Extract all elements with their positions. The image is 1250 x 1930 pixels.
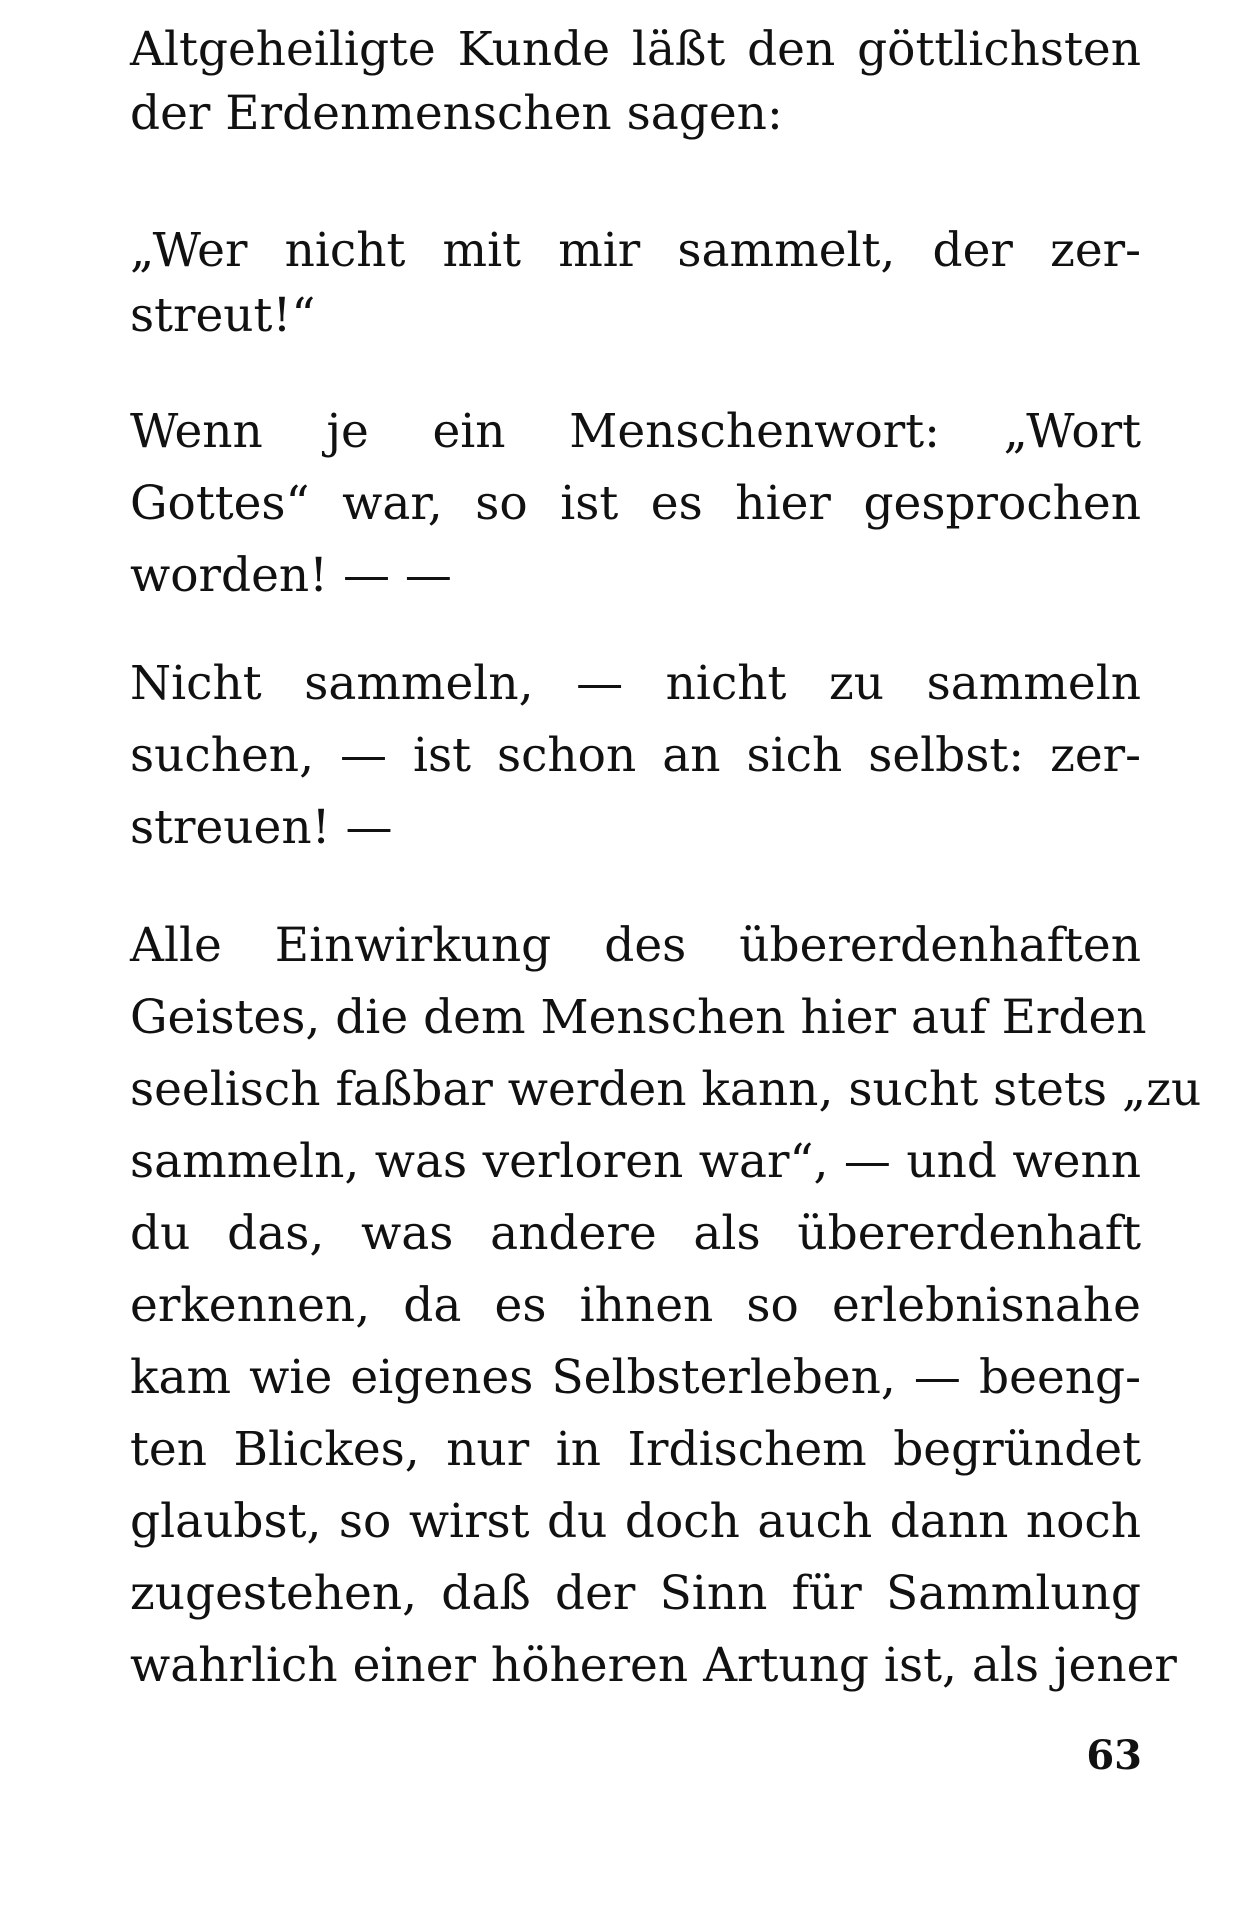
- text-line: Alle Einwirkung des übererdenhaften: [130, 918, 1141, 973]
- text-line: sammeln, was verloren war“, — und wenn: [130, 1134, 1141, 1189]
- text-line: Nicht sammeln, — nicht zu sammeln: [130, 656, 1141, 711]
- text-line: Geistes, die dem Menschen hier auf Erden: [130, 990, 1147, 1045]
- text-line: Altgeheiligte Kunde läßt den göttlichsten: [130, 22, 1141, 77]
- text-line: glaubst, so wirst du doch auch dann noch: [130, 1494, 1141, 1549]
- text-line: erkennen, da es ihnen so erlebnisnahe: [130, 1278, 1141, 1333]
- text-line: streut!“: [130, 288, 316, 343]
- text-line: Gottes“ war, so ist es hier gesprochen: [130, 476, 1141, 531]
- text-line: du das, was andere als übererdenhaft: [130, 1206, 1141, 1261]
- page-number: 63: [1086, 1732, 1142, 1779]
- text-line: worden! — —: [130, 548, 452, 603]
- text-line: seelisch faßbar werden kann, sucht stets „zu: [130, 1062, 1202, 1117]
- text-line: kam wie eigenes Selbsterleben, — beeng-: [130, 1350, 1141, 1405]
- text-line: zugestehen, daß der Sinn für Sammlung: [130, 1566, 1141, 1621]
- text-line: suchen, — ist schon an sich selbst: zer-: [130, 728, 1141, 783]
- text-line: streuen! —: [130, 800, 393, 855]
- text-line: ten Blickes, nur in Irdischem begründet: [130, 1422, 1141, 1477]
- text-line: Wenn je ein Menschenwort: „Wort: [130, 404, 1141, 459]
- text-line: wahrlich einer höheren Artung ist, als jener: [130, 1638, 1177, 1693]
- text-line: „Wer nicht mit mir sammelt, der zer-: [130, 223, 1141, 278]
- text-line: der Erdenmenschen sagen:: [130, 86, 783, 141]
